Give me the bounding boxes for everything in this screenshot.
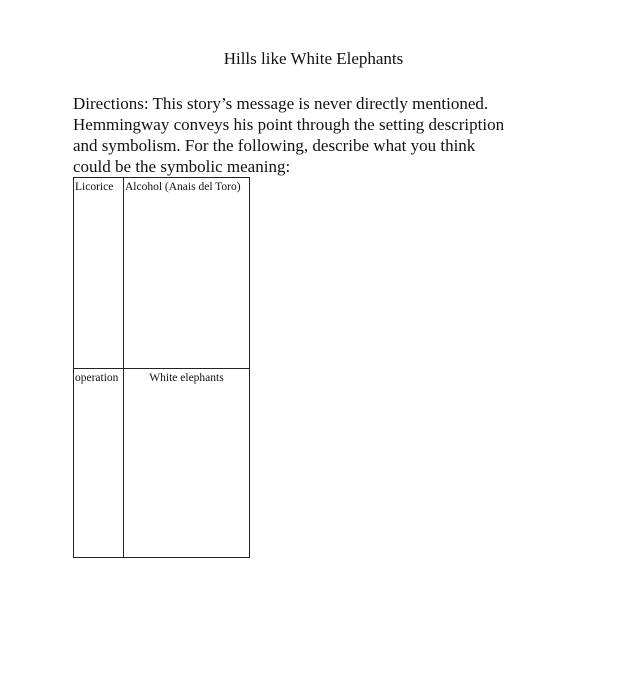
- table-row: [74, 178, 250, 369]
- symbol-cell-alcohol: Alcohol (Anais del Toro): [124, 178, 250, 369]
- symbol-cell-operation: operation: [74, 369, 124, 558]
- table-row: [74, 369, 250, 558]
- document-title: Hills like White Elephants: [223, 49, 404, 68]
- symbol-cell-white-elephants: White elephants: [124, 369, 250, 558]
- symbol-cell-licorice: Licorice: [74, 178, 124, 369]
- directions-line-4: could be the symbolic meaning:: [73, 157, 291, 176]
- directions-line-3: and symbolism. For the following, describe what you think: [73, 136, 476, 155]
- directions-line-1: Directions: This story’s message is never directly mentioned.: [73, 94, 489, 113]
- directions-paragraph: [73, 93, 553, 177]
- symbols-table: [73, 177, 250, 558]
- directions-line-2: Hemmingway conveys his point through the setting description: [73, 115, 505, 134]
